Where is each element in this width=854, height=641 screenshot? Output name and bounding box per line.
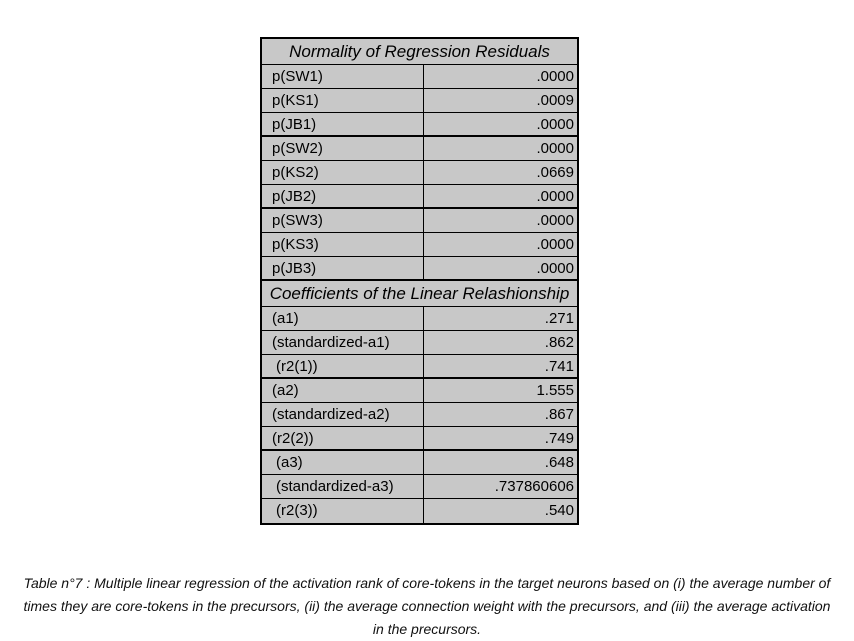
row-label: (standardized-a1) (262, 331, 424, 354)
table-row (262, 475, 577, 499)
row-value: .271 (544, 310, 574, 327)
row-value: 1.555 (536, 382, 574, 399)
row-label: (a1) (262, 307, 424, 330)
row-value: .867 (544, 406, 574, 423)
row-label: p(KS1) (262, 89, 424, 112)
table-row (262, 403, 577, 427)
row-label: (r2(1)) (262, 355, 424, 377)
row-label: (a3) (262, 451, 424, 474)
table-row (262, 379, 577, 403)
table-row (262, 161, 577, 185)
row-value: .741 (544, 358, 574, 375)
table-row (262, 307, 577, 331)
row-value: .540 (544, 502, 574, 519)
results-table (260, 37, 579, 525)
row-value: .862 (544, 334, 574, 351)
row-label: (standardized-a2) (262, 403, 424, 426)
row-label: (r2(3)) (262, 499, 424, 523)
section-title-coefficients: Coefficients of the Linear Relashionship (262, 281, 577, 307)
table-row (262, 209, 577, 233)
table-row (262, 113, 577, 137)
row-label: p(JB1) (262, 113, 424, 135)
table-row (262, 499, 577, 523)
table-row (262, 331, 577, 355)
row-value: .0000 (536, 116, 574, 133)
row-value: .0000 (536, 188, 574, 205)
row-label: (r2(2)) (262, 427, 424, 449)
row-label: p(KS2) (262, 161, 424, 184)
row-value: .0000 (536, 236, 574, 253)
row-value: .0000 (536, 260, 574, 277)
row-label: p(SW1) (262, 65, 424, 88)
row-value: .648 (544, 454, 574, 471)
row-value: .0009 (536, 92, 574, 109)
section-title-normality: Normality of Regression Residuals (262, 39, 577, 65)
row-value: .737860606 (494, 478, 574, 495)
row-value: .0669 (536, 164, 574, 181)
table-row (262, 89, 577, 113)
table-row (262, 137, 577, 161)
table-row (262, 451, 577, 475)
row-label: p(JB2) (262, 185, 424, 207)
row-value: .749 (544, 430, 574, 447)
table-row (262, 427, 577, 451)
row-label: (standardized-a3) (262, 475, 424, 498)
table-row (262, 233, 577, 257)
table-row (262, 65, 577, 89)
table-row (262, 185, 577, 209)
row-label: (a2) (262, 379, 424, 402)
row-value: .0000 (536, 68, 574, 85)
row-value: .0000 (536, 212, 574, 229)
row-label: p(JB3) (262, 257, 424, 279)
table-row (262, 257, 577, 281)
table-caption: Table n°7 : Multiple linear regression of the activation rank of core-tokens in the target neurons based on (i) the average number of times they are core-tokens in the precursors, (ii) the average connection weight with the precursors, and (iii) the average activation in the precursors. (23, 575, 831, 637)
row-value: .0000 (536, 140, 574, 157)
row-label: p(SW3) (262, 209, 424, 232)
table-row (262, 355, 577, 379)
row-label: p(SW2) (262, 137, 424, 160)
row-label: p(KS3) (262, 233, 424, 256)
